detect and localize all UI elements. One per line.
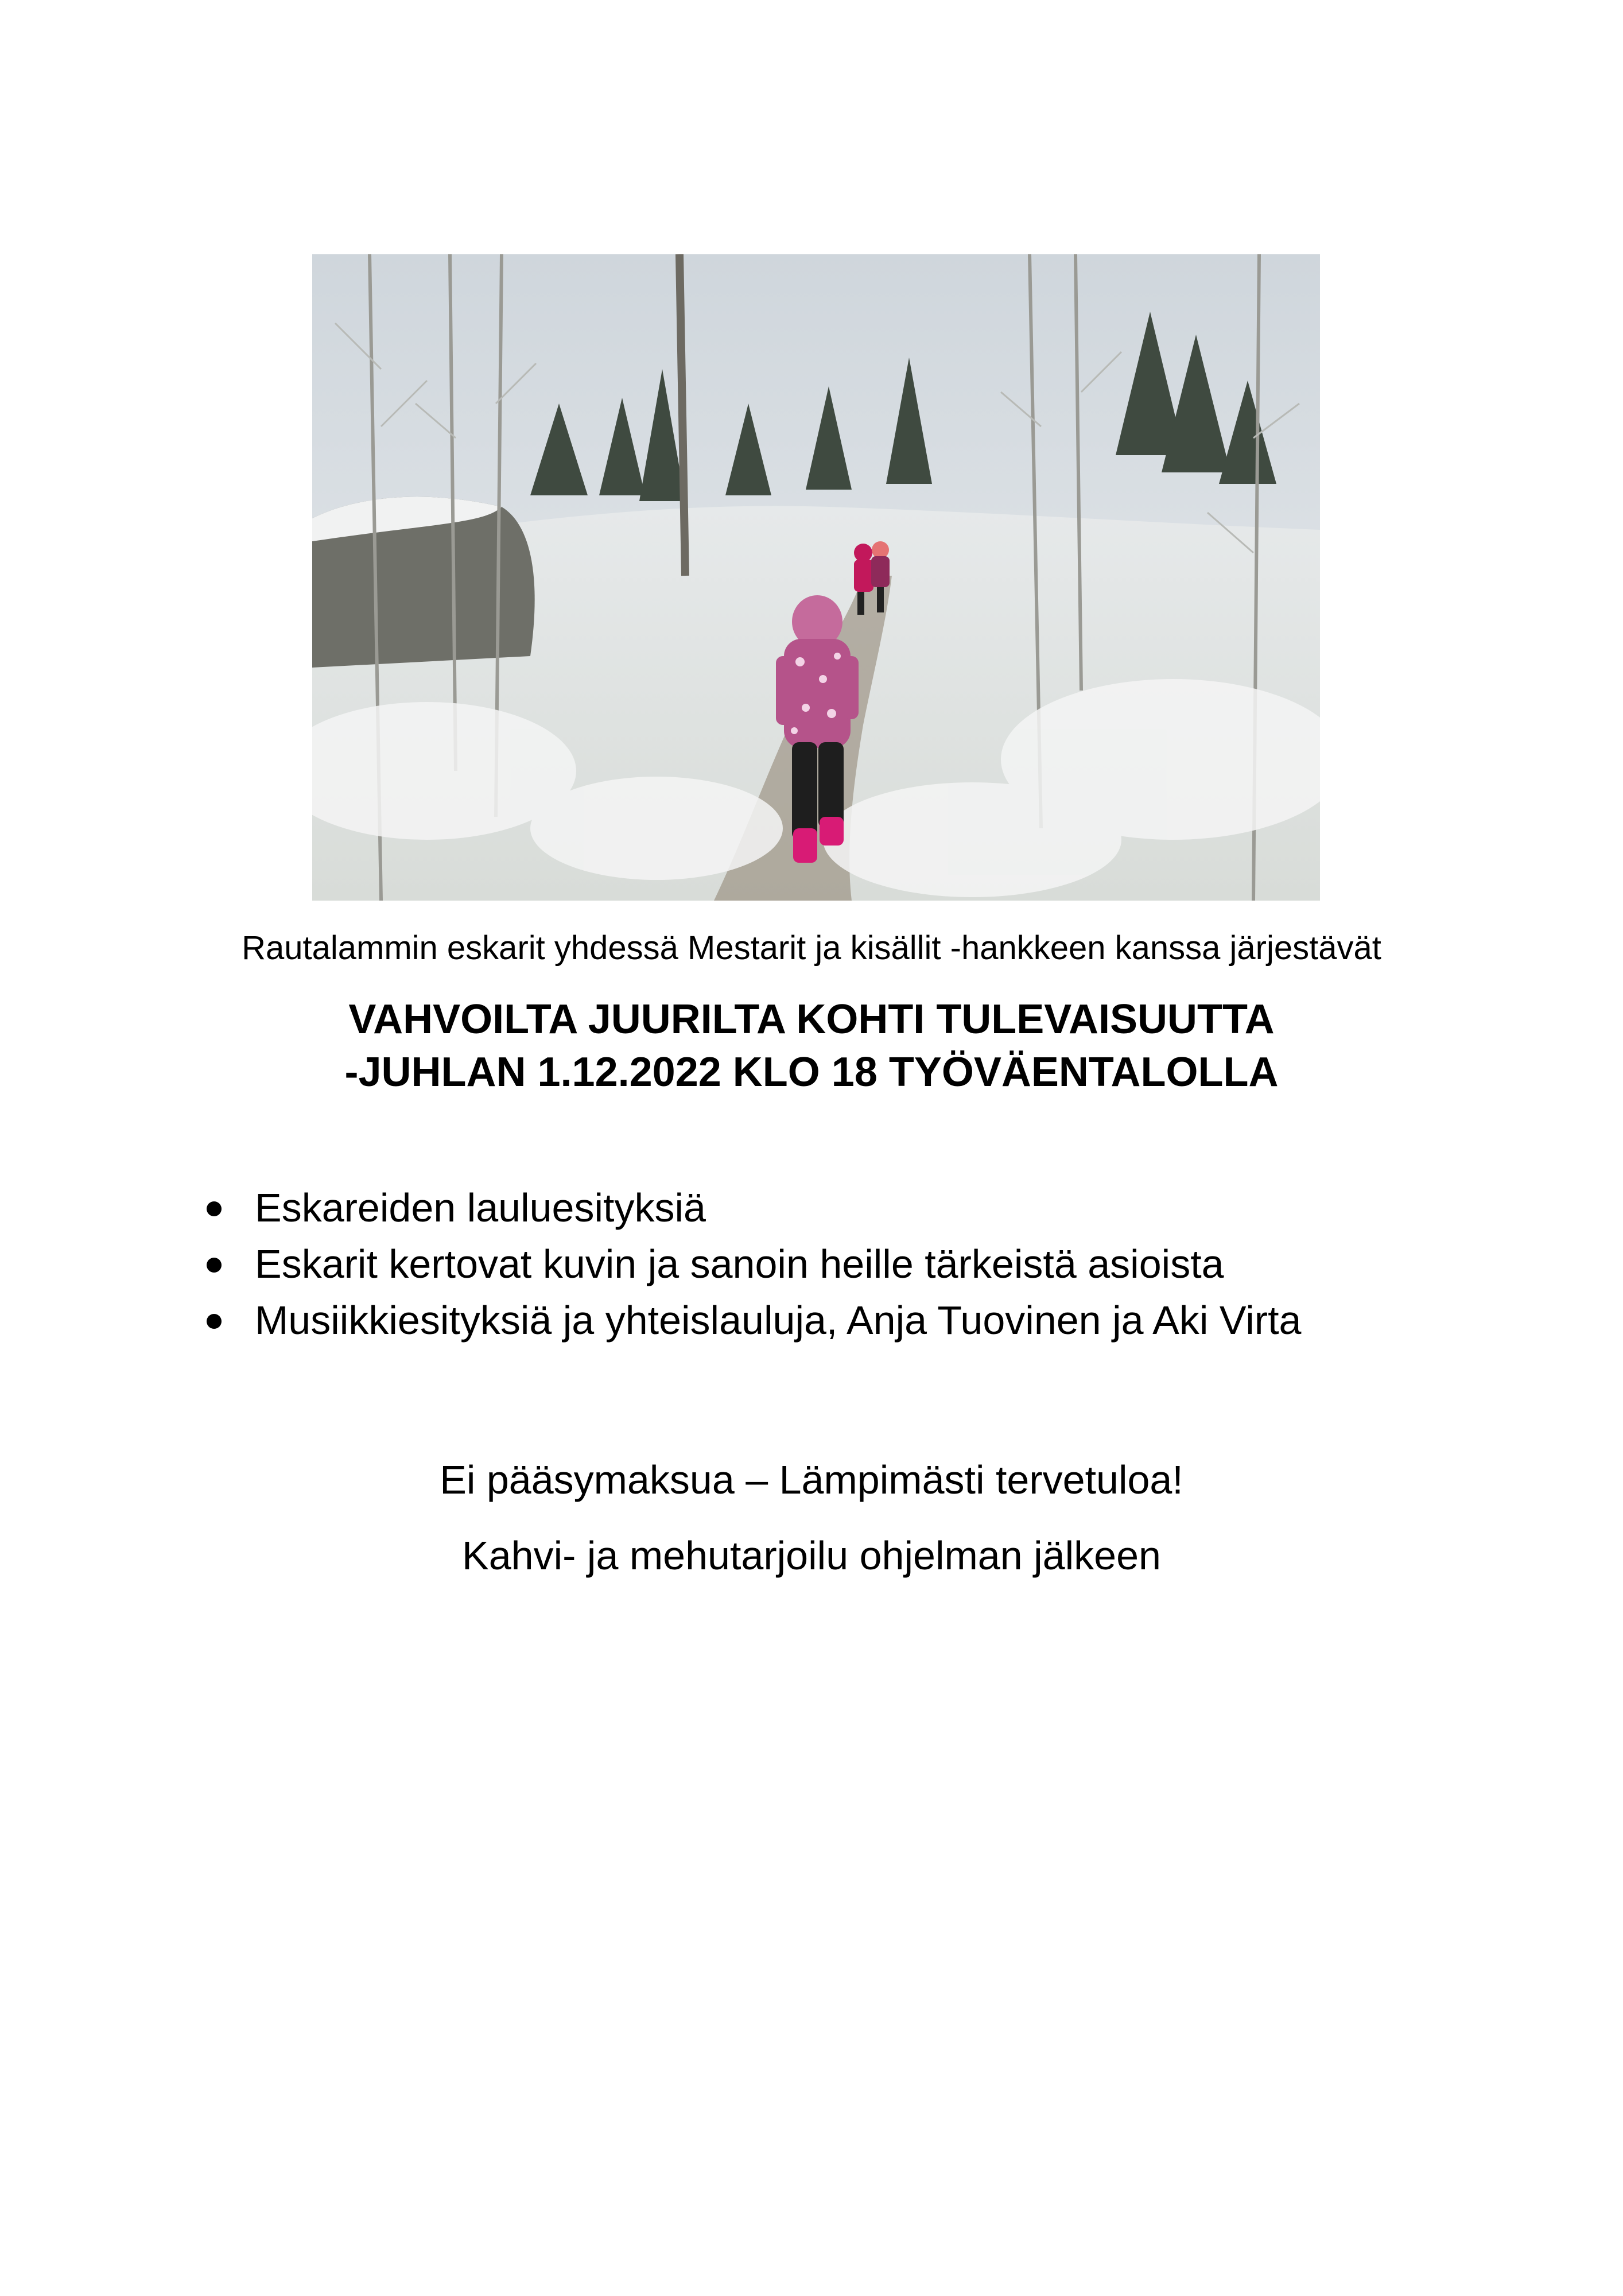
program-item [195,1180,1515,1236]
bullet-icon [207,1314,222,1329]
free-entry-line: Ei pääsymaksua – Lämpimästi tervetuloa! [440,1457,1183,1502]
event-title [0,993,1623,1099]
program-item [195,1292,1515,1348]
refreshments-line: Kahvi- ja mehutarjoilu ohjelman jälkeen [462,1533,1161,1578]
winter-forest-photo [312,254,1320,901]
program-list [195,1180,1515,1348]
program-item [195,1236,1515,1292]
event-title-line-2: -JUHLAN 1.12.2022 KLO 18 TYÖVÄENTALOLLA [344,1049,1279,1095]
event-title-line-1: VAHVOILTA JUURILTA KOHTI TULEVAISUUTTA [348,996,1275,1042]
winter-forest-icon [312,254,1320,901]
bullet-icon [207,1258,222,1273]
program-item-text: Musiikkiesityksiä ja yhteislauluja, Anja Tuovinen ja Aki Virta [255,1298,1302,1343]
intro-line: Rautalammin eskarit yhdessä Mestarit ja kisällit -hankkeen kanssa järjestävät [242,929,1381,967]
bullet-icon [207,1201,222,1216]
program-item-text: Eskarit kertovat kuvin ja sanoin heille tärkeistä asioista [255,1242,1224,1286]
program-item-text: Eskareiden lauluesityksiä [255,1185,706,1230]
